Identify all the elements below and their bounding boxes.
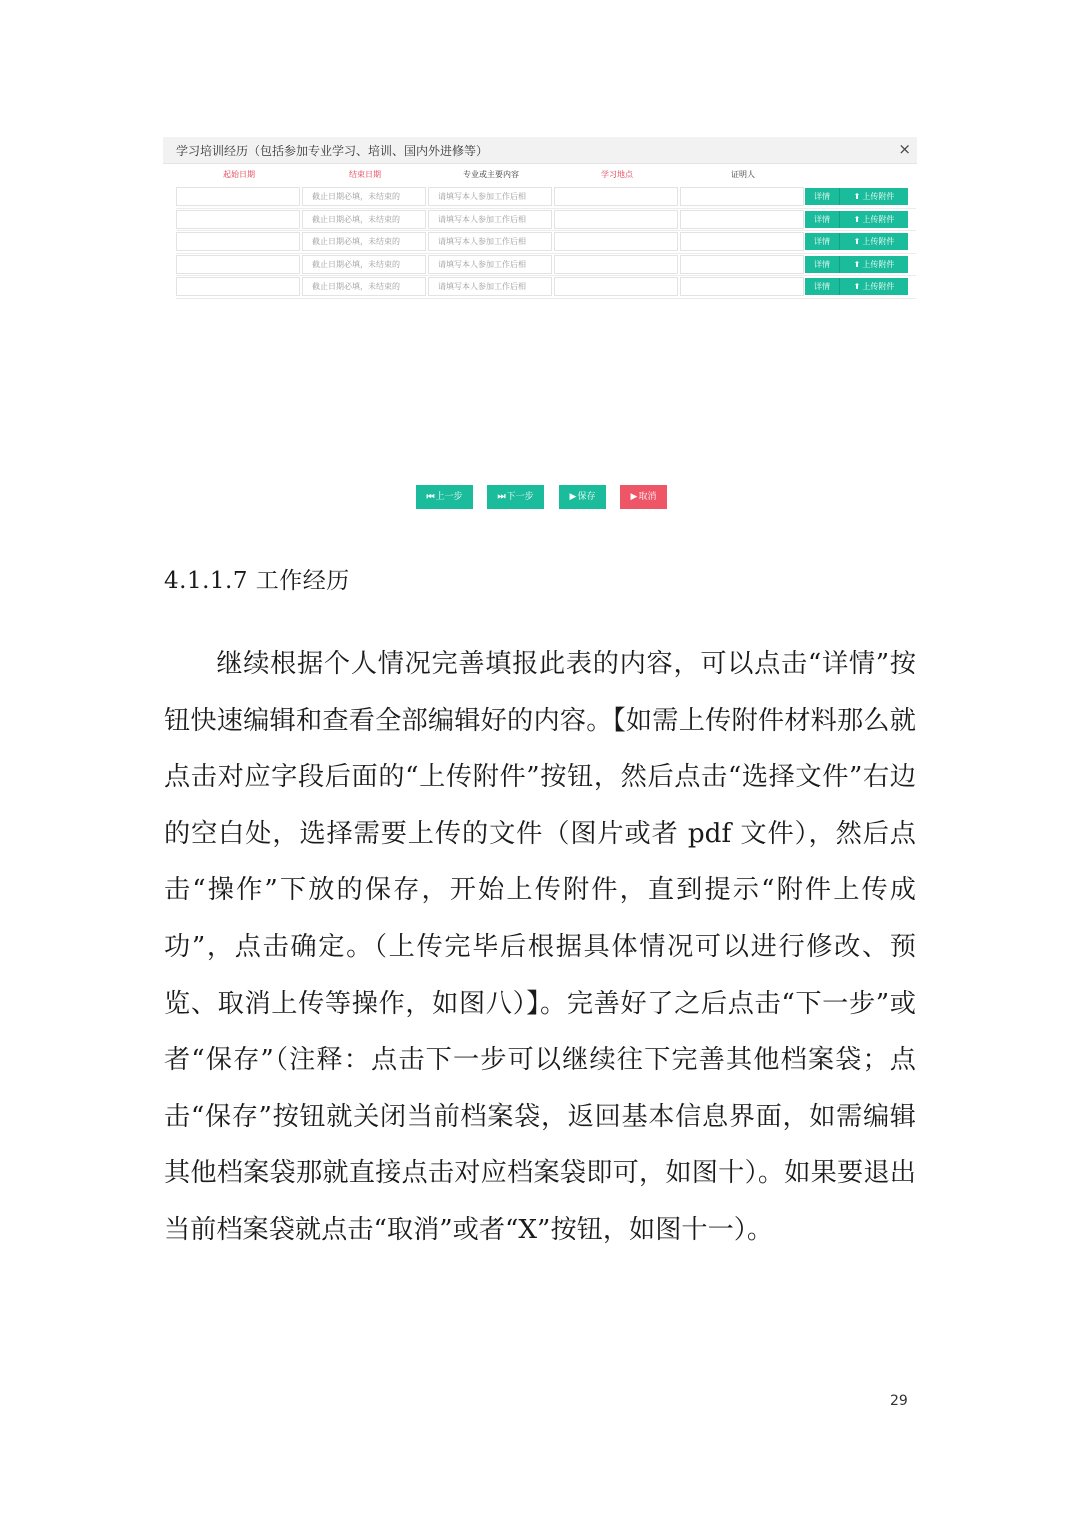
location-input[interactable]	[554, 232, 678, 251]
table-row	[176, 209, 916, 232]
content-input[interactable]: 请填写本人参加工作后相	[428, 210, 552, 229]
form-screenshot	[163, 137, 917, 522]
content-input[interactable]: 请填写本人参加工作后相	[428, 232, 552, 251]
back-icon: ⏮	[426, 492, 435, 502]
end-date-input[interactable]: 截止日期必填，未结束的	[302, 277, 426, 296]
column-header-location: 学习地点	[601, 170, 633, 179]
content-input[interactable]: 请填写本人参加工作后相	[428, 255, 552, 274]
save-icon: ▶	[569, 492, 577, 502]
table-row	[176, 231, 916, 254]
witness-input[interactable]	[680, 277, 804, 296]
table-body	[176, 186, 916, 299]
upload-label: 上传附件	[862, 192, 895, 201]
body-paragraph: 继续根据个人情况完善填报此表的内容，可以点击“详情”按钮快速编辑和查看全部编辑好的内容。【如需上传附件材料那么就点击对应字段后面的“上传附件”按钮，然后点击“选择文件”右边的空白处，选择需要上传的文件（图片或者 pdf 文件），然后点击“操作”下放的保存，开始上传附件，直到提示“附件上传成功”，点击确定。（上传完毕后根据具体情况可以进行修改、预览、取消上传等操作，如图八）】。完善好了之后点击“下一步”或者“保存”（注释：点击下一步可以继续往下完善其他档案袋；点击“保存”按钮就关闭当前档案袋，返回基本信息界面，如需编辑其他档案袋那就直接点击对应档案袋即可，如图十）。如果要退出当前档案袋就点击“取消”或者“X”按钮，如图十一）。	[164, 649, 916, 1245]
prev-step-label: 上一步	[435, 492, 463, 502]
column-header-content: 专业或主要内容	[463, 170, 519, 179]
cancel-button[interactable]	[620, 485, 667, 509]
end-date-input[interactable]: 截止日期必填，未结束的	[302, 210, 426, 229]
table-row	[176, 254, 916, 277]
upload-attachment-button[interactable]	[839, 256, 908, 273]
next-step-button[interactable]	[487, 485, 544, 509]
section-heading: 4.1.1.7 工作经历	[164, 568, 350, 594]
close-icon[interactable]: ×	[898, 140, 911, 158]
save-button[interactable]	[559, 485, 606, 509]
table-row	[176, 276, 916, 299]
start-date-input[interactable]	[176, 255, 300, 274]
detail-button[interactable]: 详情	[805, 188, 839, 205]
upload-attachment-button[interactable]	[839, 233, 908, 250]
witness-input[interactable]	[680, 232, 804, 251]
detail-button[interactable]: 详情	[805, 278, 839, 295]
upload-attachment-button[interactable]	[839, 211, 908, 228]
start-date-input[interactable]	[176, 187, 300, 206]
start-date-input[interactable]	[176, 210, 300, 229]
witness-input[interactable]	[680, 187, 804, 206]
save-label: 保存	[577, 492, 596, 502]
upload-icon: ⬆	[853, 282, 861, 291]
upload-label: 上传附件	[862, 237, 895, 246]
start-date-input[interactable]	[176, 232, 300, 251]
table-header	[176, 169, 916, 183]
end-date-input[interactable]: 截止日期必填，未结束的	[302, 232, 426, 251]
forward-icon: ⏭	[497, 492, 506, 502]
upload-attachment-button[interactable]	[839, 278, 908, 295]
form-actions	[163, 485, 917, 509]
witness-input[interactable]	[680, 210, 804, 229]
page-number: 29	[890, 1393, 908, 1409]
location-input[interactable]	[554, 187, 678, 206]
table-row	[176, 186, 916, 209]
content-input[interactable]: 请填写本人参加工作后相	[428, 187, 552, 206]
location-input[interactable]	[554, 255, 678, 274]
column-header-end-date: 结束日期	[349, 170, 381, 179]
upload-icon: ⬆	[853, 214, 861, 224]
column-header-witness: 证明人	[731, 170, 755, 179]
upload-attachment-button[interactable]	[839, 188, 908, 205]
panel-title: 学习培训经历（包括参加专业学习、培训、国内外进修等）	[176, 144, 489, 158]
upload-icon: ⬆	[853, 259, 861, 269]
upload-icon: ⬆	[853, 237, 861, 246]
cancel-label: 取消	[638, 492, 657, 502]
prev-step-button[interactable]	[416, 485, 473, 509]
end-date-input[interactable]: 截止日期必填，未结束的	[302, 187, 426, 206]
detail-button[interactable]: 详情	[805, 233, 839, 250]
location-input[interactable]	[554, 277, 678, 296]
detail-button[interactable]: 详情	[805, 256, 839, 273]
upload-label: 上传附件	[862, 259, 895, 269]
detail-button[interactable]: 详情	[805, 211, 839, 228]
panel-header	[163, 137, 917, 164]
start-date-input[interactable]	[176, 277, 300, 296]
location-input[interactable]	[554, 210, 678, 229]
upload-label: 上传附件	[862, 214, 895, 224]
end-date-input[interactable]: 截止日期必填，未结束的	[302, 255, 426, 274]
witness-input[interactable]	[680, 255, 804, 274]
cancel-icon: ▶	[630, 492, 638, 502]
next-step-label: 下一步	[506, 492, 534, 502]
column-header-start-date: 起始日期	[223, 170, 255, 179]
upload-icon: ⬆	[853, 192, 861, 201]
upload-label: 上传附件	[862, 282, 895, 291]
content-input[interactable]: 请填写本人参加工作后相	[428, 277, 552, 296]
